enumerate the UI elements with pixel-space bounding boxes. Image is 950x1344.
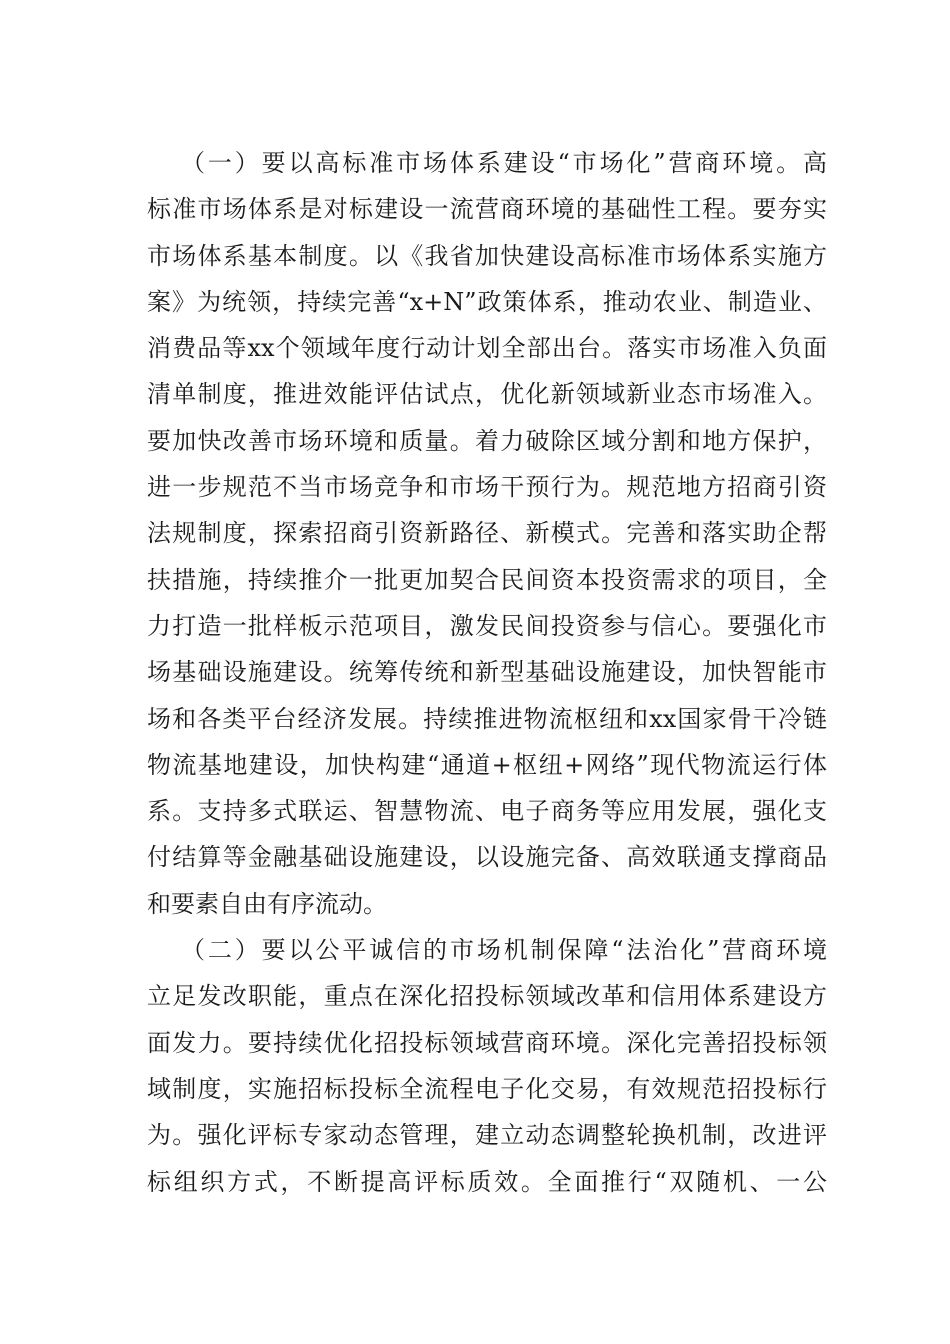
paragraph-1-heading-line: （一）要以高标准市场体系建设“市场化”营商环境。高 — [181, 149, 827, 177]
text-line: 力打造一批样板示范项目，激发民间投资参与信心。要强化市 — [147, 611, 827, 640]
text-line: 面发力。要持续优化招投标领域营商环境。深化完善招投标领 — [147, 1028, 827, 1057]
document-body — [147, 140, 827, 1205]
text-line: 清单制度，推进效能评估试点，优化新领域新业态市场准入。 — [147, 380, 827, 409]
text-line: 为。强化评标专家动态管理，建立动态调整轮换机制，改进评 — [147, 1121, 827, 1150]
text-line: 域制度，实施招标投标全流程电子化交易，有效规范招投标行 — [147, 1074, 827, 1103]
text-line: 付结算等金融基础设施建设，以设施完备、高效联通支撑商品 — [147, 843, 827, 872]
text-line: 案》为统领，持续完善“x+N”政策体系，推动农业、制造业、 — [147, 287, 827, 316]
text-line: 进一步规范不当市场竞争和市场干预行为。规范地方招商引资 — [147, 473, 827, 502]
text-line: 要加快改善市场环境和质量。着力破除区域分割和地方保护， — [147, 426, 827, 455]
text-line: 标组织方式，不断提高评标质效。全面推行“双随机、一公 — [147, 1167, 827, 1196]
text-line: 物流基地建设，加快构建“通道+枢纽+网络”现代物流运行体 — [147, 750, 827, 779]
text-line: 立足发改职能，重点在深化招投标领域改革和信用体系建设方 — [147, 982, 827, 1011]
text-line: 系。支持多式联运、智慧物流、电子商务等应用发展，强化支 — [147, 797, 827, 826]
text-line: 法规制度，探索招商引资新路径、新模式。完善和落实助企帮 — [147, 519, 827, 548]
text-line: 市场体系基本制度。以《我省加快建设高标准市场体系实施方 — [147, 241, 827, 270]
paragraph-2-heading-line: （二）要以公平诚信的市场机制保障“法治化”营商环境 — [181, 936, 827, 965]
text-line: 标准市场体系是对标建设一流营商环境的基础性工程。要夯实 — [147, 195, 827, 224]
text-line: 消费品等xx个领域年度行动计划全部出台。落实市场准入负面 — [147, 334, 827, 363]
text-line: 场和各类平台经济发展。持续推进物流枢纽和xx国家骨干冷链 — [147, 704, 827, 733]
text-line: 场基础设施建设。统筹传统和新型基础设施建设，加快智能市 — [147, 658, 827, 687]
paragraph-1-last-line: 和要素自由有序流动。 — [147, 889, 387, 918]
text-line: 扶措施，持续推介一批更加契合民间资本投资需求的项目，全 — [147, 565, 827, 594]
